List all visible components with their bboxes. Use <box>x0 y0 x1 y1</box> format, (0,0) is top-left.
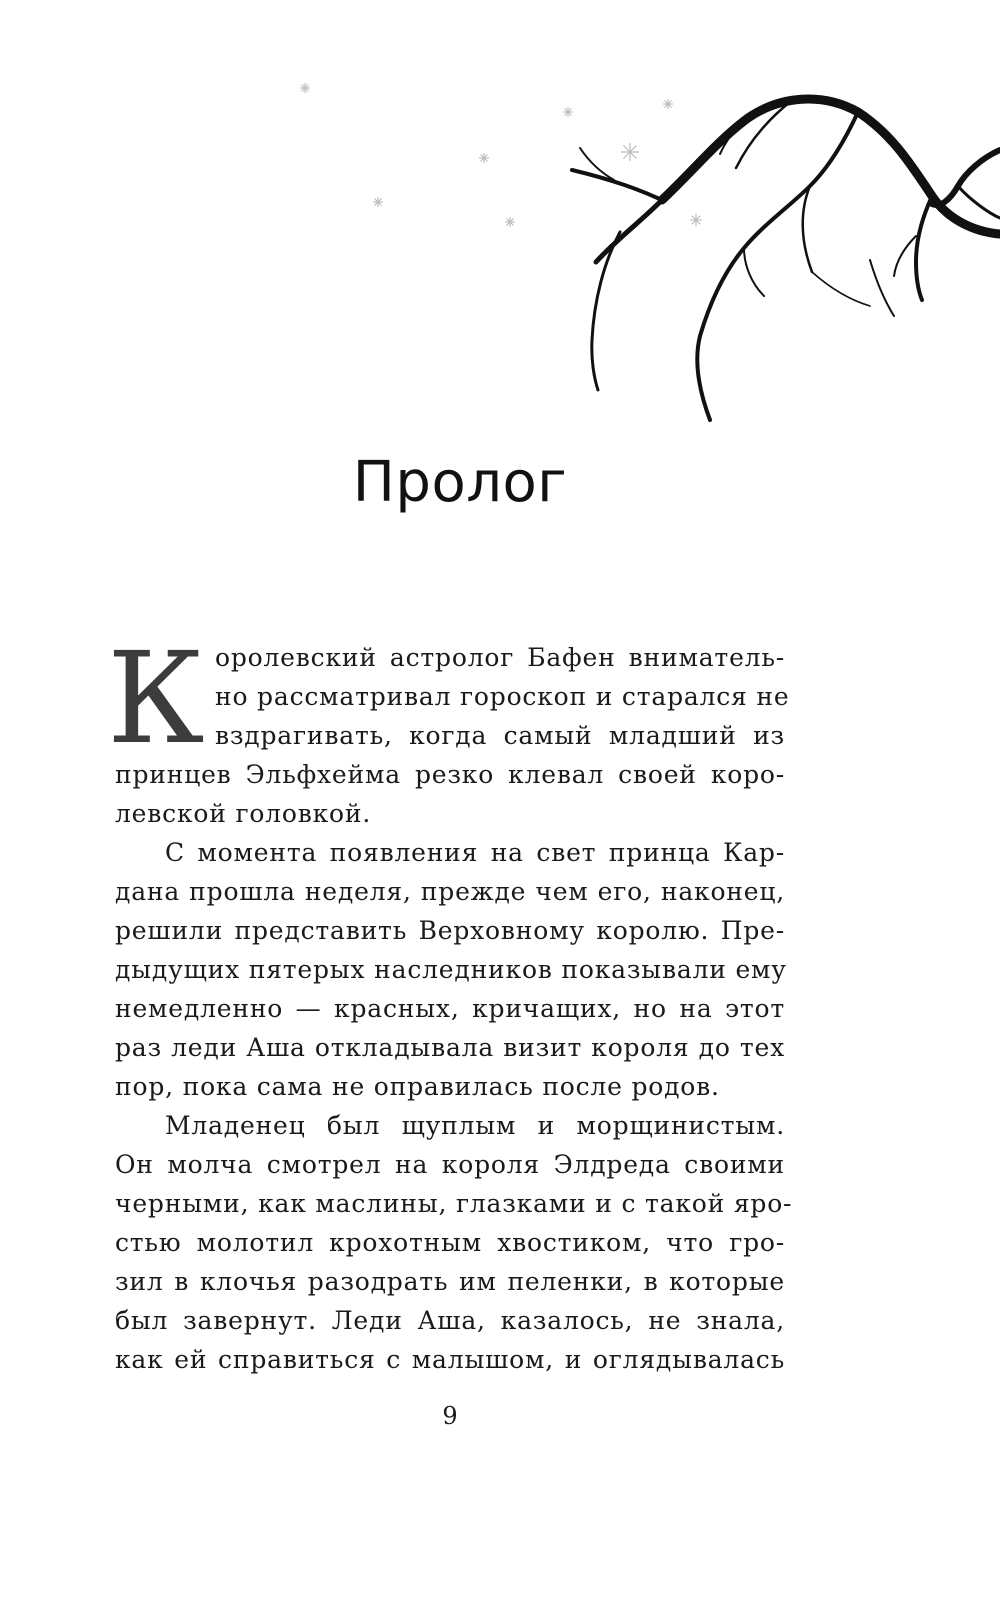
chapter-title: Пролог <box>352 450 568 515</box>
text-line: как ей справиться с малышом, и оглядывалась <box>115 1345 785 1374</box>
text-line: Младенец был щуплым и морщинистым. <box>165 1111 785 1140</box>
text-line: С момента появления на свет принца Кар- <box>165 838 785 867</box>
page-number: 9 <box>442 1402 458 1430</box>
text-line: левской головкой. <box>115 799 372 828</box>
text-line: дана прошла неделя, прежде чем его, наконец, <box>115 877 785 906</box>
snowflake-icon <box>479 153 489 163</box>
tree-branch-illustration <box>0 0 1000 440</box>
text-line: пор, пока сама не оправилась после родов. <box>115 1072 720 1101</box>
snowflake-icon <box>563 107 573 117</box>
text-line: оролевский астролог Бафен вниматель- <box>215 643 785 672</box>
snowflake-icon <box>373 197 383 207</box>
text-line: зил в клочья разодрать им пеленки, в которые <box>115 1267 785 1296</box>
snowflake-icon <box>663 99 673 109</box>
text-line: решили представить Верховному королю. Пре- <box>115 916 785 945</box>
text-line: стью молотил крохотным хвостиком, что гро- <box>115 1228 785 1257</box>
text-line: немедленно — красных, кричащих, но на этот <box>115 994 785 1023</box>
text-line: вздрагивать, когда самый младший из <box>215 721 785 750</box>
text-line: Он молча смотрел на короля Элдреда своими <box>115 1150 785 1179</box>
snowflake-icons <box>300 83 702 227</box>
snowflake-icon <box>690 214 702 226</box>
body-text <box>107 625 793 1379</box>
text-line: но рассматривал гороскоп и старался не <box>215 682 790 711</box>
branch-shapes <box>572 99 1000 420</box>
text-line: был завернут. Леди Аша, казалось, не знала, <box>115 1306 785 1335</box>
snowflake-icon <box>621 143 639 161</box>
text-line: раз леди Аша откладывала визит короля до тех <box>115 1033 785 1062</box>
snowflake-icon <box>300 83 310 93</box>
text-line: принцев Эльфхейма резко клевал своей коро- <box>115 760 785 789</box>
drop-cap: К <box>107 625 205 772</box>
text-line: дыдущих пятерых наследников показывали ему <box>115 955 787 984</box>
snowflake-icon <box>505 217 515 227</box>
text-line: черными, как маслины, глазками и с такой яро- <box>115 1189 793 1218</box>
